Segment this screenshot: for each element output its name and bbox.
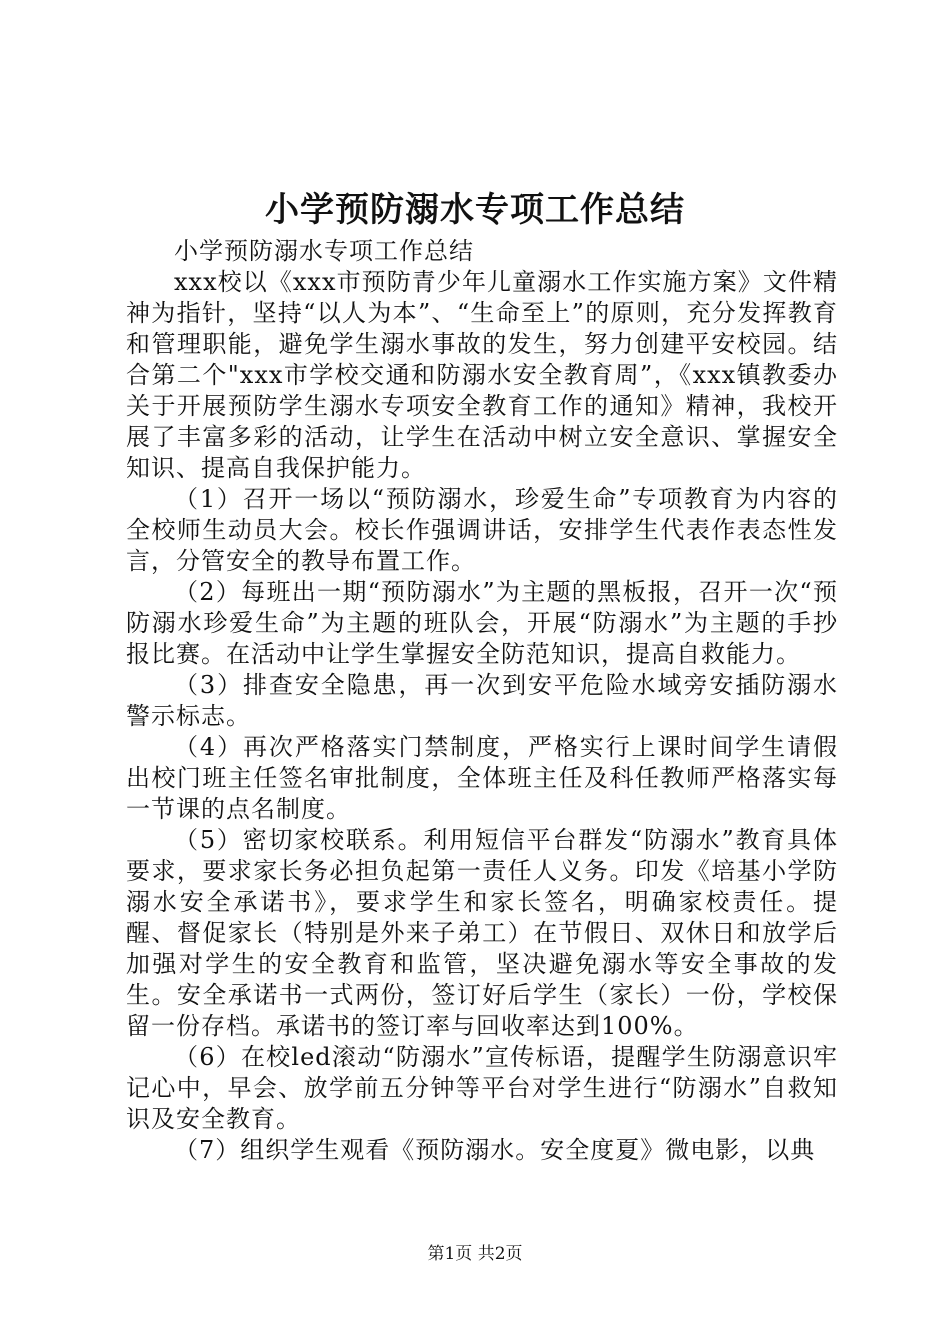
- page-footer: 第1页 共2页: [427, 1244, 523, 1264]
- paragraph-item-3: （3）排查安全隐患，再一次到安平危险水域旁安插防溺水警示标志。: [126, 671, 838, 730]
- paragraph-item-6: （6）在校led滚动“防溺水”宣传标语，提醒学生防溺意识牢记心中，早会、放学前五分钟等平台对学生进行“防溺水”自救知识及安全教育。: [126, 1043, 838, 1133]
- paragraph-item-5: （5）密切家校联系。利用短信平台群发“防溺水”教育具体要求，要求家长务必担负起第一责任人义务。印发《培基小学防溺水安全承诺书》，要求学生和家长签名，明确家校责任。提醒、督促家长（特别是外来子弟工）在节假日、双休日和放学后加强对学生的安全教育和监管，坚决避免溺水等安全事故的发生。安全承诺书一式两份，签订好后学生（家长）一份，学校保留一份存档。承诺书的签订率与回收率达到100%。: [126, 826, 838, 1040]
- paragraph-item-2: （2）每班出一期“预防溺水”为主题的黑板报，召开一次“预防溺水珍爱生命”为主题的班队会，开展“防溺水”为主题的手抄报比赛。在活动中让学生掌握安全防范知识，提高自救能力。: [126, 578, 838, 668]
- paragraph-item-1: （1）召开一场以“预防溺水，珍爱生命”专项教育为内容的全校师生动员大会。校长作强调讲话，安排学生代表作表态性发言，分管安全的教导布置工作。: [126, 485, 838, 575]
- document-body: [126, 236, 838, 1166]
- paragraph-item-4: （4）再次严格落实门禁制度，严格实行上课时间学生请假出校门班主任签名审批制度，全体班主任及科任教师严格落实每一节课的点名制度。: [126, 733, 838, 823]
- paragraph-subtitle: 小学预防溺水专项工作总结: [174, 237, 474, 265]
- paragraph-item-7: （7）组织学生观看《预防溺水。安全度夏》微电影，以典: [174, 1136, 816, 1164]
- document-title: 小学预防溺水专项工作总结: [265, 190, 685, 230]
- paragraph-intro: xxx校以《xxx市预防青少年儿童溺水工作实施方案》文件精神为指针，坚持“以人为本”、“生命至上”的原则，充分发挥教育和管理职能，避免学生溺水事故的发生，努力创建平安校园。结合第二个"xxx市学校交通和防溺水安全教育周”，《xxx镇教委办关于开展预防学生溺水专项安全教育工作的通知》精神，我校开展了丰富多彩的活动，让学生在活动中树立安全意识、掌握安全知识、提高自我保护能力。: [126, 268, 838, 482]
